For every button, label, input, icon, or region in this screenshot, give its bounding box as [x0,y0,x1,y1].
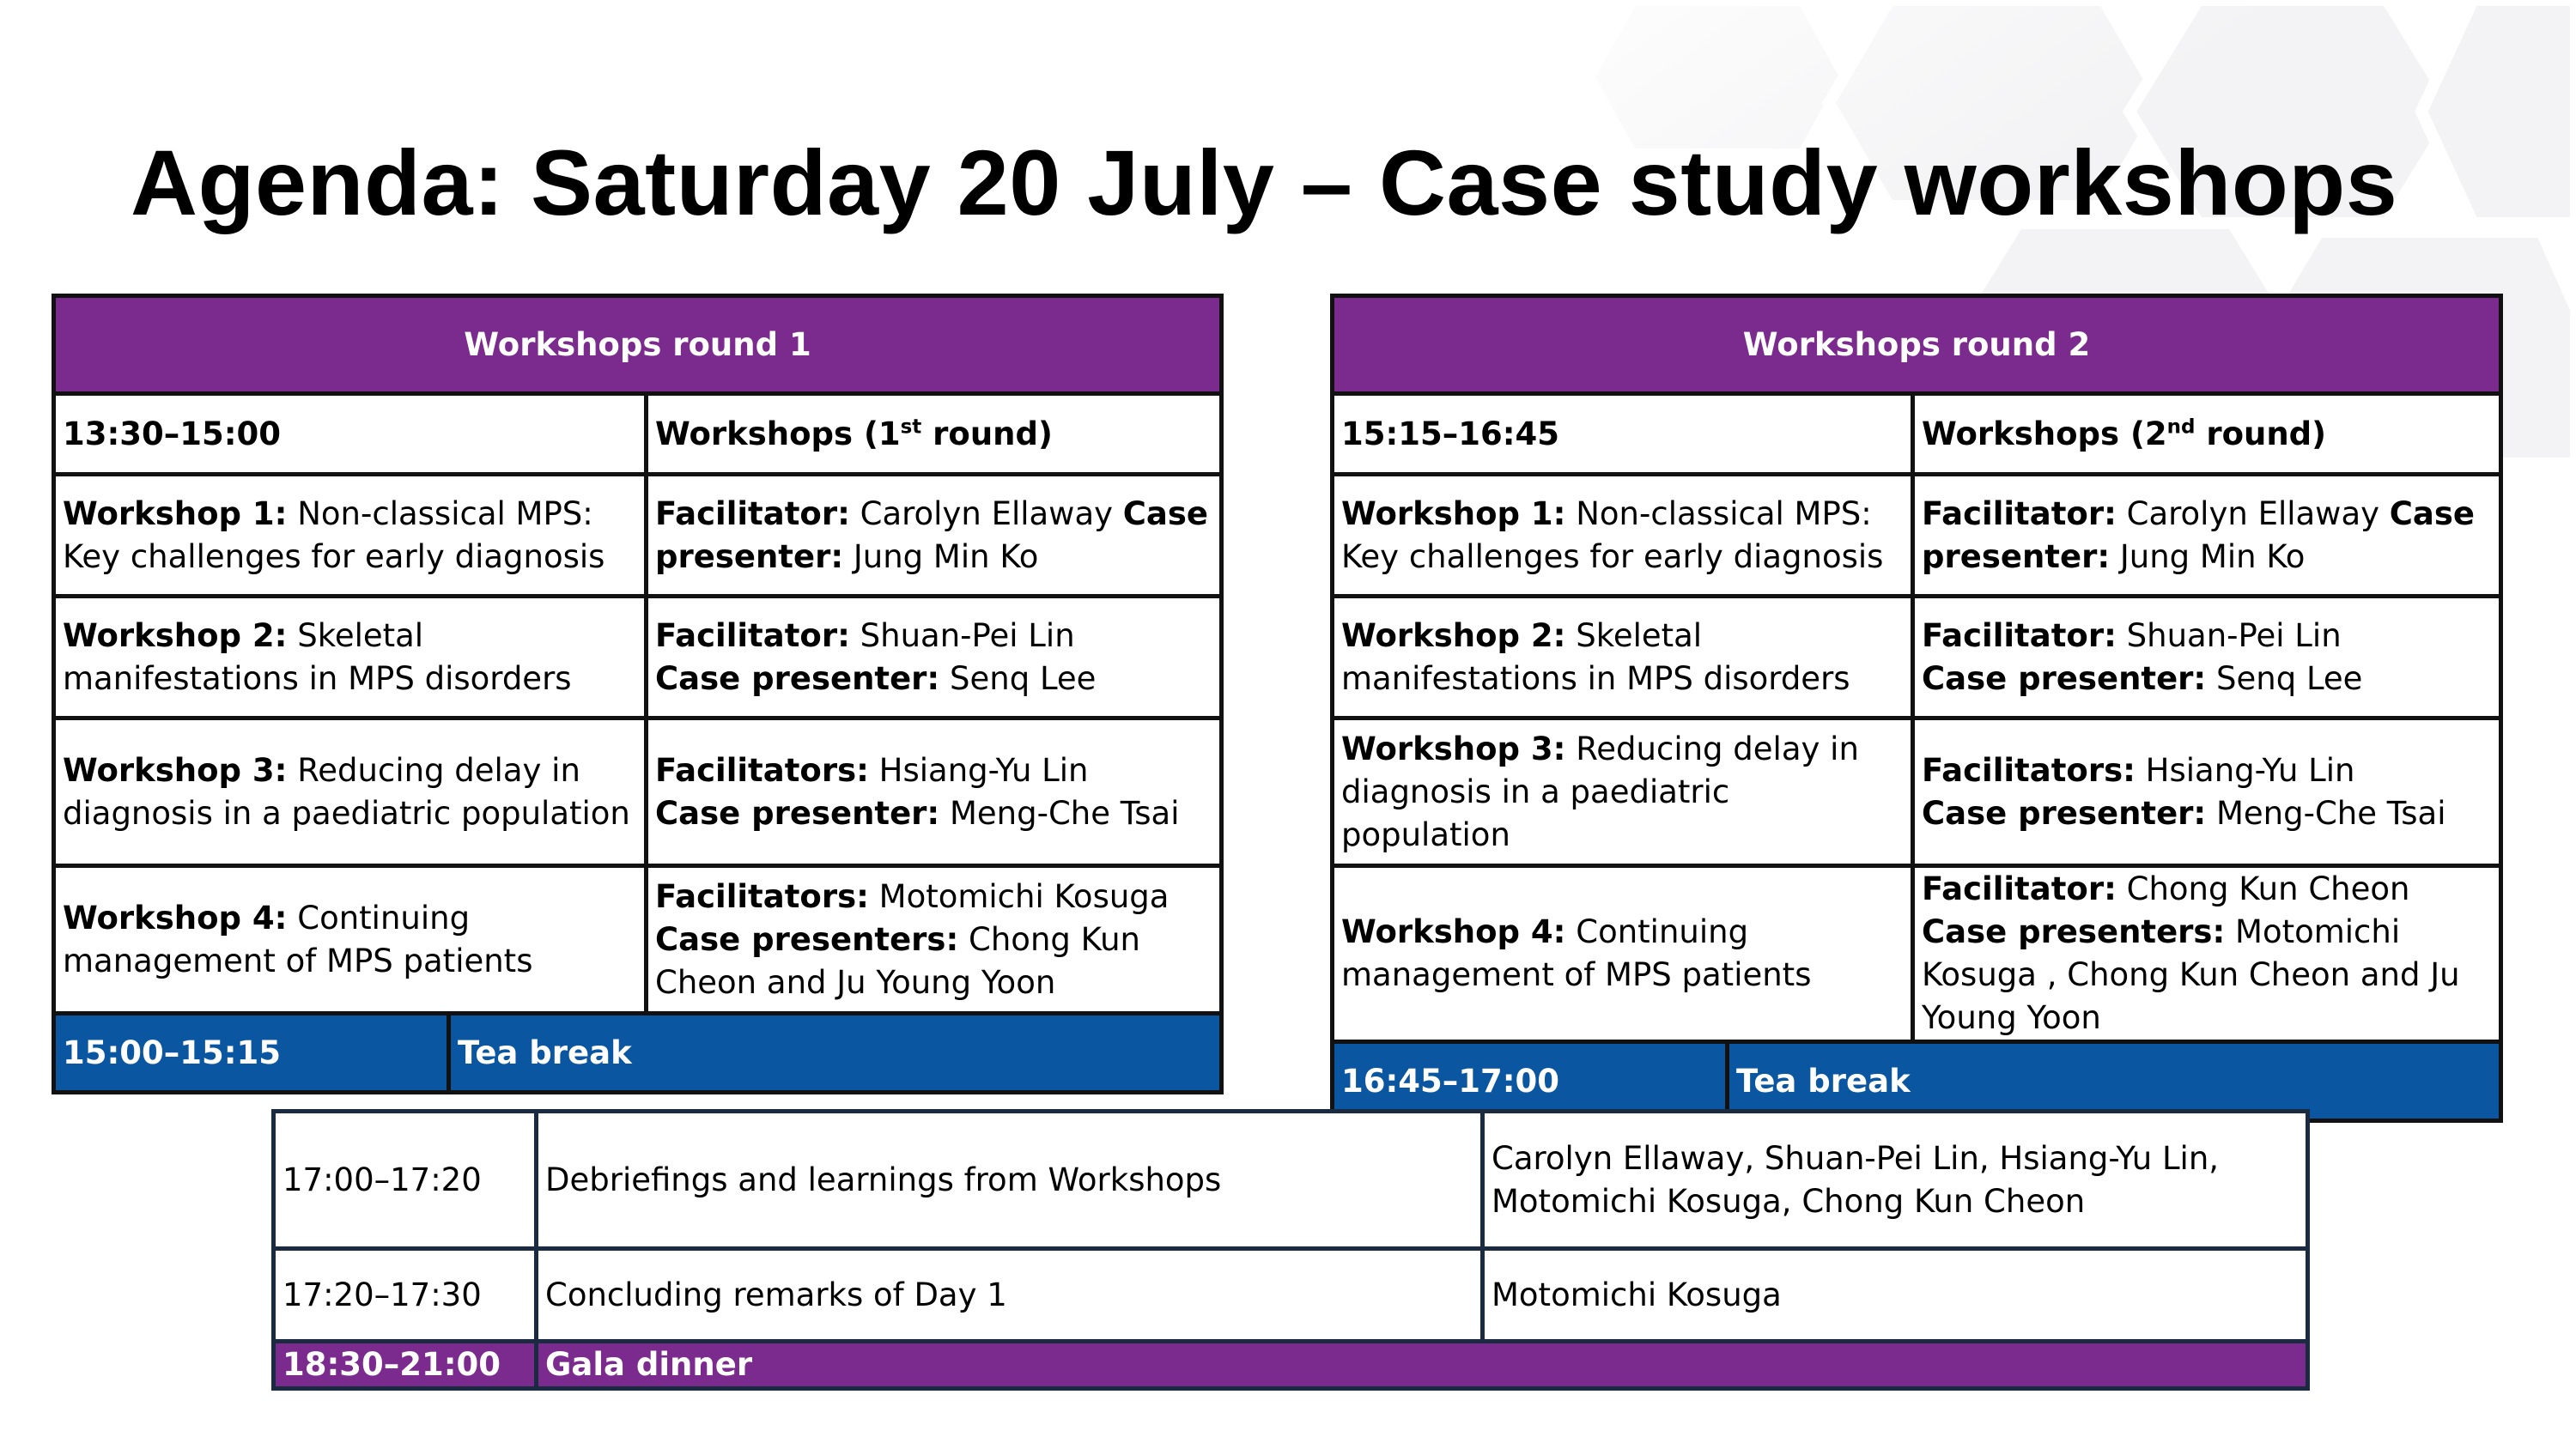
table-row [274,1112,2308,1249]
workshop-title-cell: Workshop 1: Non-classical MPS: Key challenges for early diagnosis [1333,475,1913,597]
round-2-column-label: Workshops (2nd round) [1913,394,2501,475]
workshop-title-cell: Workshop 2: Skeletal manifestations in MPS disorders [54,597,647,718]
workshops-round-1-table [52,294,1224,1094]
session-speakers: Motomichi Kosuga [1483,1249,2308,1342]
round-1-break-label: Tea break [449,1014,1222,1093]
dinner-time: 18:30–21:00 [274,1342,537,1389]
round-1-header: Workshops round 1 [54,296,1222,394]
workshop-title-cell: Workshop 3: Reducing delay in diagnosis in a paediatric population [1333,718,1913,866]
workshop-title-cell: Workshop 4: Continuing management of MPS patients [54,866,647,1014]
table-row [1333,597,2501,718]
table-row [1333,475,2501,597]
round-1-break-time: 15:00–15:15 [54,1014,449,1093]
round-1-column-label: Workshops (1st round) [647,394,1222,475]
workshop-title-cell: Workshop 1: Non-classical MPS: Key challenges for early diagnosis [54,475,647,597]
workshop-title-cell: Workshop 2: Skeletal manifestations in MPS disorders [1333,597,1913,718]
round-2-break-time: 16:45–17:00 [1333,1042,1728,1121]
round-2-header: Workshops round 2 [1333,296,2501,394]
session-speakers: Carolyn Ellaway, Shuan-Pei Lin, Hsiang-Yu Lin, Motomichi Kosuga, Chong Kun Cheon [1483,1112,2308,1249]
round-2-break-label: Tea break [1728,1042,2501,1121]
workshop-people-cell: Facilitator: Shuan-Pei Lin Case presenter: Senq Lee [647,597,1222,718]
workshop-people-cell: Facilitator: Shuan-Pei Lin Case presenter: Senq Lee [1913,597,2501,718]
workshops-round-2-table [1330,294,2503,1123]
closing-sessions-table [271,1109,2310,1391]
workshop-people-cell: Facilitators: Motomichi Kosuga Case presenters: Chong Kun Cheon and Ju Young Yoon [647,866,1222,1014]
session-title: Debriefings and learnings from Workshops [537,1112,1483,1249]
table-row [54,597,1222,718]
workshop-title-cell: Workshop 3: Reducing delay in diagnosis in a paediatric population [54,718,647,866]
table-row [1333,866,2501,1042]
session-title: Concluding remarks of Day 1 [537,1249,1483,1342]
session-time: 17:20–17:30 [274,1249,537,1342]
workshop-title-cell: Workshop 4: Continuing management of MPS patients [1333,866,1913,1042]
table-row [274,1249,2308,1342]
workshop-people-cell: Facilitators: Hsiang-Yu Lin Case presenter: Meng-Che Tsai [1913,718,2501,866]
round-1-time: 13:30–15:00 [54,394,647,475]
table-row [1333,718,2501,866]
session-time: 17:00–17:20 [274,1112,537,1249]
workshop-people-cell: Facilitator: Chong Kun Cheon Case presenters: Motomichi Kosuga , Chong Kun Cheon and Ju Young Yoon [1913,866,2501,1042]
workshop-people-cell: Facilitator: Carolyn Ellaway Case presenter: Jung Min Ko [647,475,1222,597]
round-2-time: 15:15–16:45 [1333,394,1913,475]
table-row [54,718,1222,866]
workshop-people-cell: Facilitators: Hsiang-Yu Lin Case presenter: Meng-Che Tsai [647,718,1222,866]
page-title: Agenda: Saturday 20 July – Case study workshops [131,130,2398,234]
workshop-people-cell: Facilitator: Carolyn Ellaway Case presenter: Jung Min Ko [1913,475,2501,597]
dinner-label: Gala dinner [537,1342,2308,1389]
table-row [54,866,1222,1014]
table-row [54,475,1222,597]
